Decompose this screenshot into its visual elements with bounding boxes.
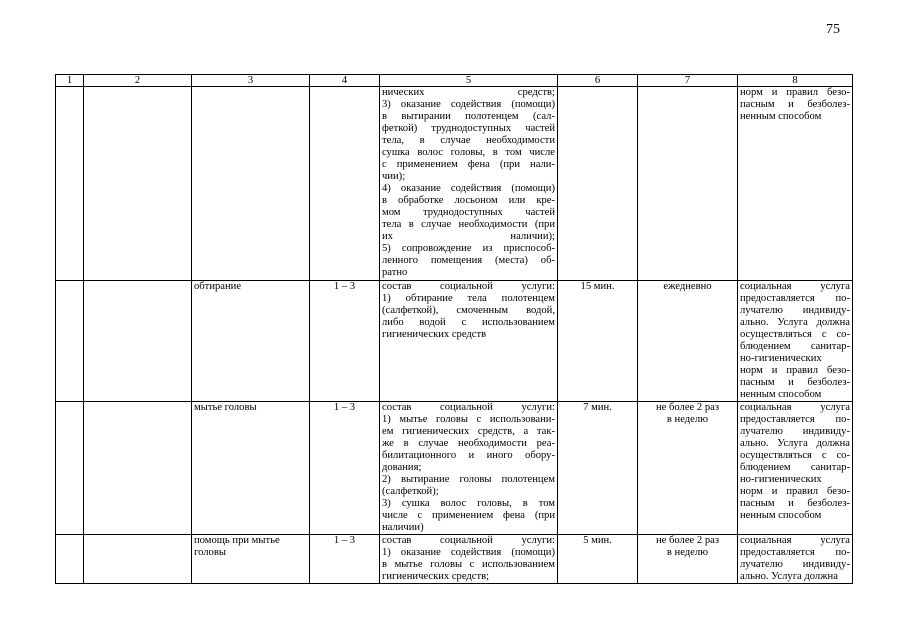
cell-line: ленного помещения (места) об-	[382, 255, 555, 266]
cell-description	[380, 281, 558, 402]
cell-line: состав социальной услуги:	[382, 281, 555, 292]
cell-description	[380, 535, 558, 584]
cell-frequency-range: 1 – 3	[310, 281, 380, 402]
cell-line: но-гигиенических	[740, 474, 822, 485]
cell-line: же в случае необходимости реа-	[382, 438, 555, 449]
cell-line: 2) вытирание головы полотенцем	[382, 474, 555, 485]
cell-duration	[558, 87, 638, 281]
cell-line: ненным способом	[740, 111, 822, 122]
cell-line: ненным способом	[740, 389, 822, 400]
cell-line: гигиенических средств;	[382, 571, 490, 582]
cell-line: помощь при мытье	[194, 535, 280, 546]
cell-line: предоставляется по-	[740, 414, 850, 425]
table-row	[56, 535, 853, 584]
cell-line: блюдением санитар-	[740, 462, 850, 473]
cell-line: гигиенических средств	[382, 329, 487, 340]
cell-line: мытье головы	[194, 402, 257, 413]
page-number: 75	[826, 22, 840, 37]
cell-line: их наличии);	[382, 231, 555, 242]
column-number: 3	[192, 75, 310, 87]
cell-line: ратно	[382, 267, 408, 278]
cell-line: билитационного и иного обору-	[382, 450, 555, 461]
cell-line: 3) оказание содействия (помощи)	[382, 99, 555, 110]
cell-conditions	[738, 281, 853, 402]
cell-line: сушка волос головы, в том числе	[382, 147, 555, 158]
cell-line: социальная услуга	[740, 535, 850, 546]
cell-index	[56, 281, 84, 402]
cell-line: ально. Услуга должна	[740, 317, 850, 328]
cell-line: ально. Услуга должна	[740, 571, 838, 582]
column-number: 8	[738, 75, 853, 87]
cell-line: норм и правил безо-	[740, 486, 850, 497]
column-number: 2	[84, 75, 192, 87]
cell-line: тела, в случае необходимости	[382, 135, 555, 146]
cell-line: социальная услуга	[740, 402, 850, 413]
cell-line: норм и правил безо-	[740, 87, 850, 98]
cell-line: в неделю	[666, 414, 709, 425]
cell-duration: 7 мин.	[558, 402, 638, 535]
column-number: 4	[310, 75, 380, 87]
cell-service-name	[192, 402, 310, 535]
cell-line: не более 2 раз	[655, 535, 720, 546]
cell-line: обтирание	[194, 281, 242, 292]
cell-line: чии);	[382, 171, 406, 182]
cell-line: в вытирании полотенцем (сал-	[382, 111, 555, 122]
cell-line: не более 2 раз	[655, 402, 720, 413]
column-number: 1	[56, 75, 84, 87]
cell-line: наличии)	[382, 522, 424, 533]
cell-line: лучателю индивиду-	[740, 305, 850, 316]
cell-line: осуществляться с со-	[740, 329, 850, 340]
cell-category	[84, 402, 192, 535]
cell-periodicity	[638, 87, 738, 281]
cell-line: с применением фена (при нали-	[382, 159, 555, 170]
cell-category	[84, 281, 192, 402]
cell-periodicity	[638, 535, 738, 584]
cell-line: в неделю	[666, 547, 709, 558]
cell-line: либо водой с использованием	[382, 317, 555, 328]
cell-line: пасным и безболез-	[740, 99, 850, 110]
cell-line: дования;	[382, 462, 422, 473]
cell-service-name	[192, 535, 310, 584]
cell-description	[380, 402, 558, 535]
cell-line: осуществляться с со-	[740, 450, 850, 461]
cell-line: головы	[194, 547, 226, 558]
cell-service-name	[192, 87, 310, 281]
cell-line: 1) оказание содействия (помощи)	[382, 547, 555, 558]
cell-line: ежедневно	[663, 281, 712, 292]
social-services-table	[55, 74, 853, 584]
cell-periodicity	[638, 402, 738, 535]
cell-line: пасным и безболез-	[740, 377, 850, 388]
cell-frequency-range: 1 – 3	[310, 402, 380, 535]
cell-line: в обработке лосьоном или кре-	[382, 195, 555, 206]
cell-line: 4) оказание содействия (помощи)	[382, 183, 555, 194]
cell-line: ем гигиенических средств, а так-	[382, 426, 555, 437]
cell-line: норм и правил безо-	[740, 365, 850, 376]
cell-category	[84, 87, 192, 281]
cell-conditions	[738, 87, 853, 281]
table-row	[56, 281, 853, 402]
cell-line: ненным способом	[740, 510, 822, 521]
cell-line: пасным и безболез-	[740, 498, 850, 509]
cell-category	[84, 535, 192, 584]
cell-frequency-range: 1 – 3	[310, 535, 380, 584]
column-number: 7	[638, 75, 738, 87]
cell-index	[56, 402, 84, 535]
cell-line: предоставляется по-	[740, 293, 850, 304]
cell-line: числе с применением фена (при	[382, 510, 555, 521]
cell-service-name	[192, 281, 310, 402]
table-row	[56, 87, 853, 281]
cell-line: ально. Услуга должна	[740, 438, 850, 449]
cell-line: состав социальной услуги:	[382, 402, 555, 413]
cell-line: феткой) труднодоступных частей	[382, 123, 555, 134]
cell-index	[56, 87, 84, 281]
cell-conditions	[738, 535, 853, 584]
cell-duration: 15 мин.	[558, 281, 638, 402]
cell-line: 5) сопровождение из приспособ-	[382, 243, 555, 254]
cell-line: но-гигиенических	[740, 353, 822, 364]
cell-line: (салфеткой), смоченным водой,	[382, 305, 555, 316]
cell-conditions	[738, 402, 853, 535]
column-number: 6	[558, 75, 638, 87]
cell-line: лучателю индивиду-	[740, 426, 850, 437]
cell-line: 1) обтирание тела полотенцем	[382, 293, 555, 304]
cell-line: предоставляется по-	[740, 547, 850, 558]
cell-index	[56, 535, 84, 584]
cell-line: (салфеткой);	[382, 486, 439, 497]
cell-line: 3) сушка волос головы, в том	[382, 498, 555, 509]
cell-duration: 5 мин.	[558, 535, 638, 584]
cell-line: блюдением санитар-	[740, 341, 850, 352]
cell-line: нических средств;	[382, 87, 555, 98]
cell-line: лучателю индивиду-	[740, 559, 850, 570]
column-numbers-row	[56, 75, 853, 87]
cell-line: состав социальной услуги:	[382, 535, 555, 546]
cell-description	[380, 87, 558, 281]
cell-periodicity	[638, 281, 738, 402]
cell-line: 1) мытье головы с использовани-	[382, 414, 555, 425]
cell-line: в мытье головы с использованием	[382, 559, 555, 570]
cell-line: тела в случае необходимости (при	[382, 219, 555, 230]
cell-line: социальная услуга	[740, 281, 850, 292]
cell-frequency-range	[310, 87, 380, 281]
column-number: 5	[380, 75, 558, 87]
cell-line: мом труднодоступных частей	[382, 207, 555, 218]
table-row	[56, 402, 853, 535]
